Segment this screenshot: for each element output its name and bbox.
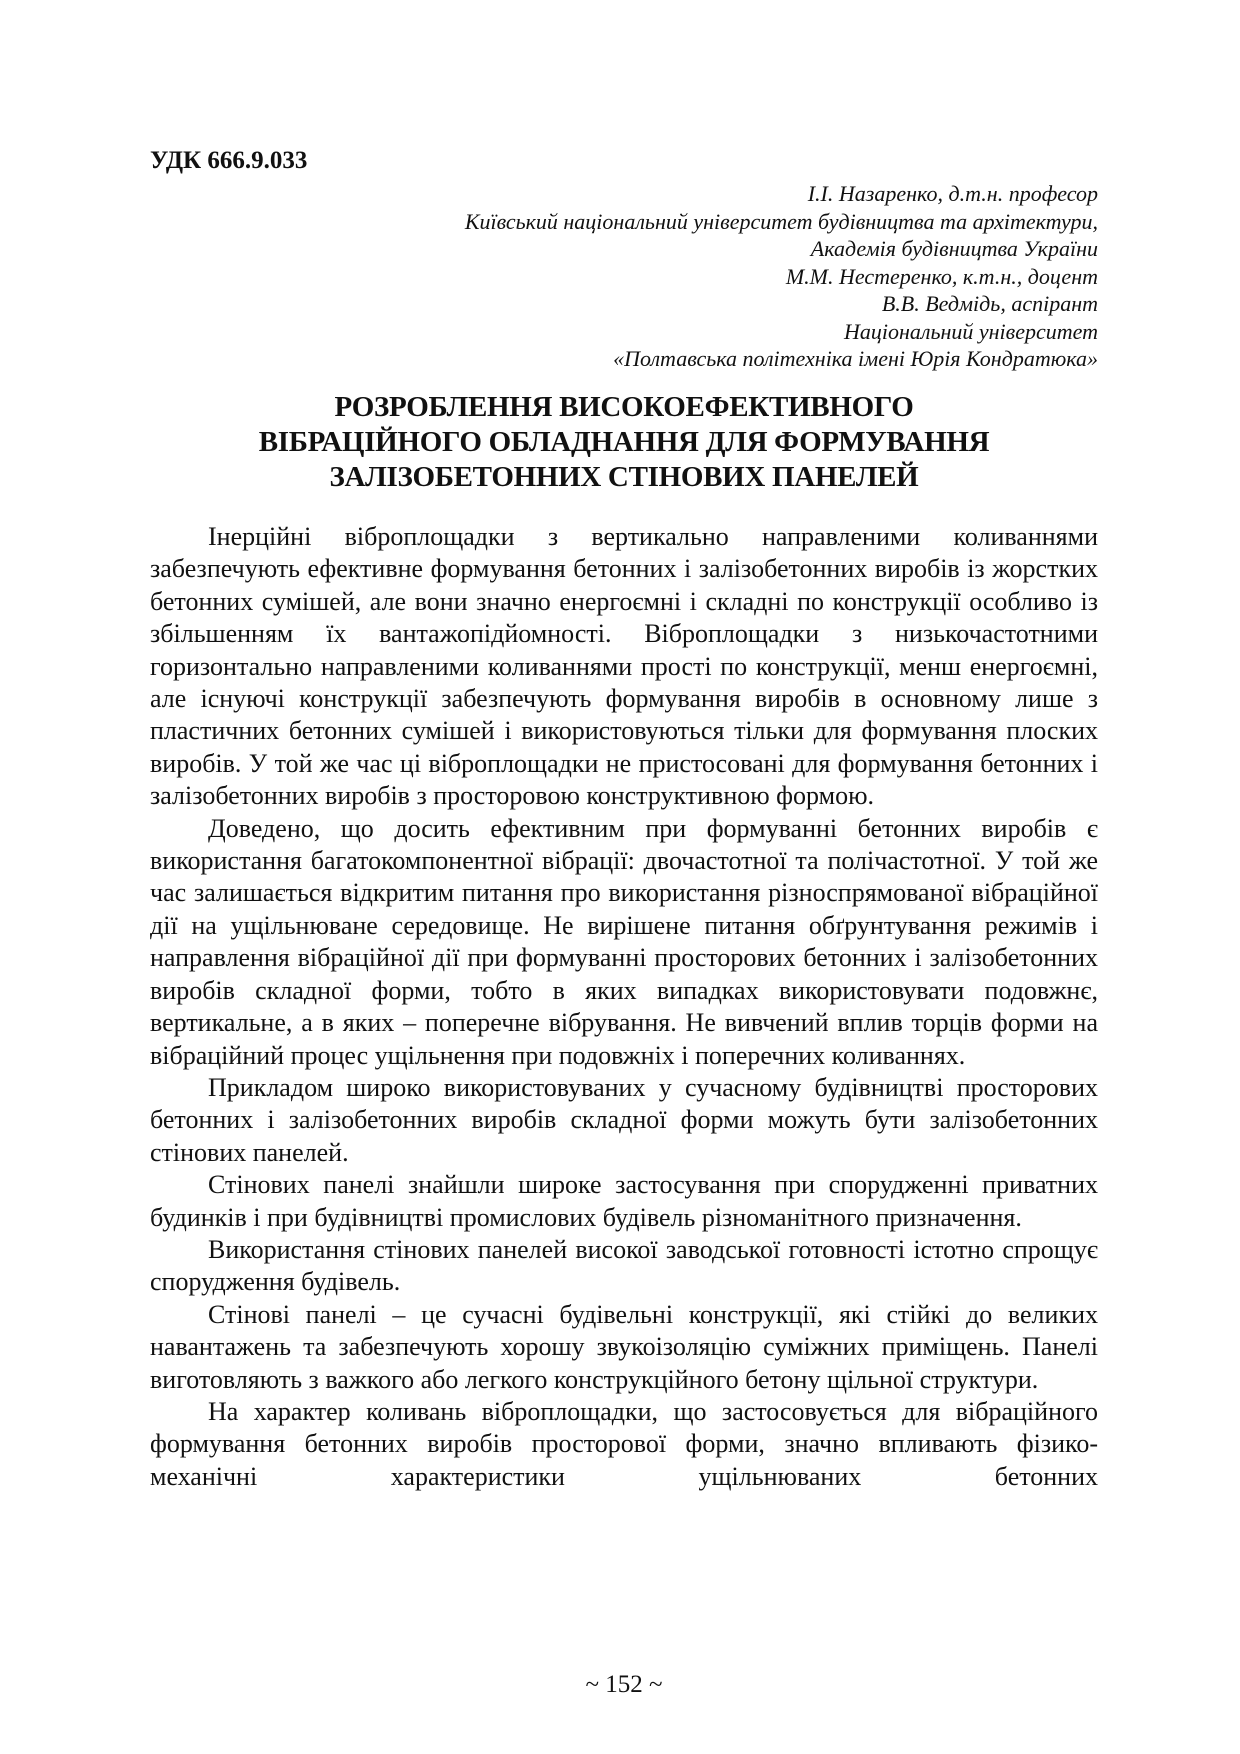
title-line: ВІБРАЦІЙНОГО ОБЛАДНАННЯ ДЛЯ ФОРМУВАННЯ	[258, 426, 990, 458]
body-paragraph: Стінові панелі – це сучасні будівельні конструкції, які стійкі до великих навантажень та забезпечують хорошу звукоізоляцію суміжних приміщень. Панелі виготовляють з важкого або легкого конструкційного бетону щільної структури.	[150, 1299, 1098, 1394]
author-line: М.М. Нестеренко, к.т.н., доцент	[785, 263, 1098, 289]
body-paragraph: Використання стінових панелей високої заводської готовності істотно спрощує спорудження будівель.	[150, 1234, 1098, 1297]
author-line: В.В. Ведмідь, аспірант	[881, 291, 1098, 316]
author-affiliation: Київський національний університет будівництва та архітектури,	[464, 208, 1098, 234]
body-paragraph: Доведено, що досить ефективним при формуванні бетонних виробів є використання багатокомпонентної вібрації: двочастотної та полічастотної. У той же час залишається відкритим питання про використання різноспрямованої вібраційної дії на ущільнюване середовище. Не вирішене питання обґрунтування режимів і направлення вібраційної дії при формуванні просторових бетонних і залізобетонних виробів складної форми, тобто в яких випадках використовувати подовжнє, вертикальне, а в яких – поперечне вібрування. Не вивчений вплив торців форми на вібраційний процес ущільнення при подовжніх і поперечних коливаннях.	[150, 813, 1098, 1070]
author-affiliation: Академія будівництва України	[810, 236, 1098, 261]
author-affiliation: «Полтавська політехніка імені Юрія Кондратюка»	[613, 346, 1098, 371]
author-block	[150, 180, 1098, 373]
article-title	[150, 390, 1098, 495]
body-paragraph: Стінових панелі знайшли широке застосування при спорудженні приватних будинків і при будівництві промислових будівель різноманітного призначення.	[150, 1170, 1098, 1232]
author-affiliation: Національний університет	[843, 318, 1098, 344]
body-paragraph: На характер коливань віброплощадки, що застосовується для вібраційного формування бетонних виробів просторової форми, значно впливають фізико-механічні характеристики ущільнюваних бетонних	[150, 1396, 1098, 1491]
document-page	[150, 0, 1098, 1754]
author-line: І.І. Назаренко, д.т.н. професор	[807, 181, 1098, 206]
body-paragraph: Інерційні віброплощадки з вертикально направленими коливаннями забезпечують ефективне формування бетонних і залізобетонних виробів із жорстких бетонних сумішей, але вони значно енергоємні і складні по конструкції особливо із збільшенням їх вантажопідйомності. Віброплощадки з низькочастотними горизонтально направленими коливаннями прості по конструкції, менш енергоємні, але існуючі конструкції забезпечують формування виробів в основному лише з пластичних бетонних сумішей і використовуються тільки для формування плоских виробів. У той же час ці віброплощадки не пристосовані для формування бетонних і залізобетонних виробів з просторовою конструктивною формою.	[150, 522, 1098, 811]
page-number: ~ 152 ~	[585, 1671, 663, 1698]
title-line: ЗАЛІЗОБЕТОННИХ СТІНОВИХ ПАНЕЛЕЙ	[329, 461, 919, 493]
body-paragraph: Прикладом широко використовуваних у сучасному будівництві просторових бетонних і залізобетонних виробів складної форми можуть бути залізобетонних стінових панелей.	[150, 1072, 1098, 1167]
title-line: РОЗРОБЛЕННЯ ВИСОКОЕФЕКТИВНОГО	[334, 391, 914, 423]
article-body	[150, 521, 1098, 1493]
udc-code: УДК 666.9.033	[150, 147, 308, 174]
